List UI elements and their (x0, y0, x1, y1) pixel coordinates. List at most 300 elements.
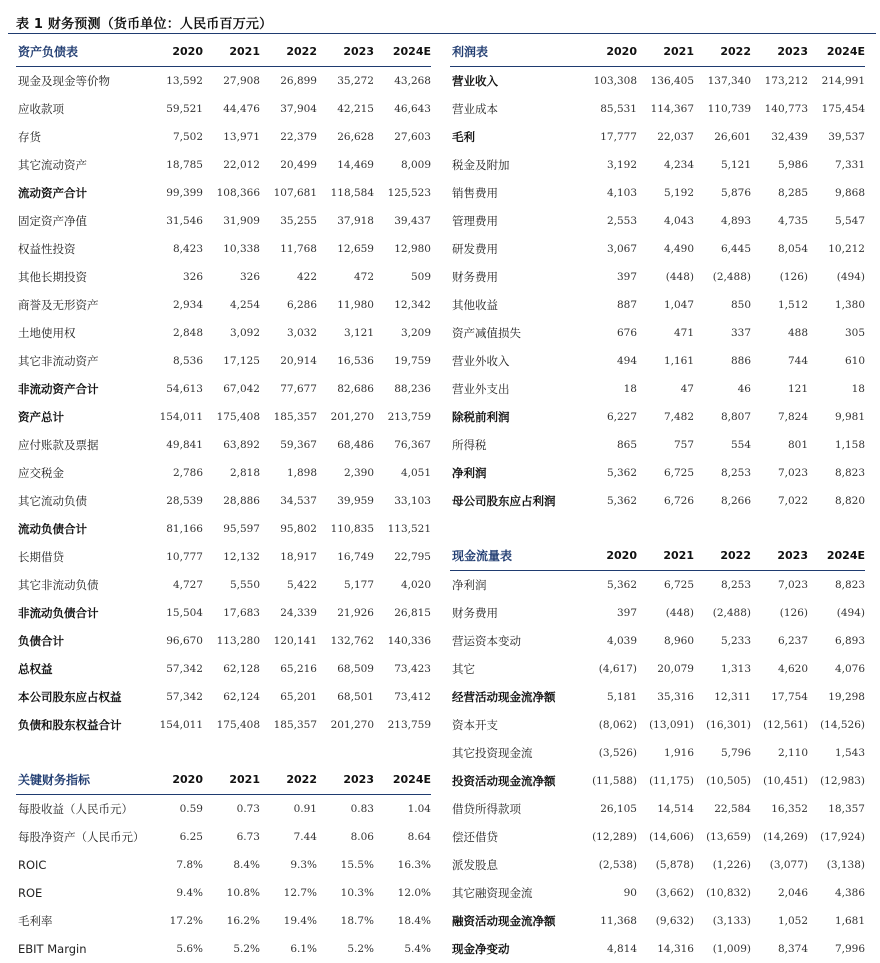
cell-value: 35,272 (337, 75, 374, 87)
table-row (16, 907, 431, 935)
cell-value: (13,659) (706, 831, 751, 843)
cell-value: 8.4% (233, 859, 260, 871)
row-label: 偿还借贷 (452, 830, 498, 844)
cell-value: 20,499 (280, 159, 317, 171)
cash-flow-table (450, 540, 865, 963)
cell-value: (494) (836, 607, 865, 619)
table-row (450, 823, 865, 851)
table-row (16, 319, 431, 347)
table-row (16, 795, 431, 824)
row-label: 其他长期投资 (18, 270, 87, 284)
cell-value: 14,316 (657, 943, 694, 955)
table-row (16, 571, 431, 599)
cell-value: (8,062) (598, 719, 637, 731)
row-label: 其它融资现金流 (452, 886, 533, 900)
cell-value: 19.4% (283, 915, 317, 927)
income-statement-panel (450, 36, 865, 515)
table-row (450, 571, 865, 600)
table-row (16, 235, 431, 263)
cell-value: 175,408 (216, 411, 260, 423)
cell-value: 17,125 (223, 355, 260, 367)
cell-value: 110,739 (707, 103, 751, 115)
table-row (16, 179, 431, 207)
cell-value: 337 (730, 327, 751, 339)
cell-value: (3,077) (769, 859, 808, 871)
cell-value: 610 (844, 355, 865, 367)
row-label: 流动负债合计 (18, 522, 87, 536)
cell-value: 31,546 (166, 215, 203, 227)
row-label: 其他收益 (452, 298, 498, 312)
cell-value: 5,192 (663, 187, 694, 199)
cell-value: 21,926 (337, 607, 374, 619)
row-label: 每股收益（人民币元） (18, 802, 133, 816)
table-row (16, 123, 431, 151)
cell-value: 46,643 (394, 103, 431, 115)
cell-value: 1,898 (286, 467, 317, 479)
cell-value: 46 (737, 383, 751, 395)
cell-value: 6,726 (663, 495, 694, 507)
table-header-row (450, 540, 865, 571)
cell-value: (1,009) (712, 943, 751, 955)
row-label: ROE (18, 886, 43, 900)
row-label: 营运资本变动 (452, 634, 521, 648)
row-label: 毛利 (452, 130, 475, 144)
cell-value: 7,331 (834, 159, 865, 171)
cell-value: 5.2% (347, 943, 374, 955)
cell-value: 4,735 (777, 215, 808, 227)
cell-value: 4,076 (834, 663, 865, 675)
cell-value: 18 (851, 383, 865, 395)
cell-value: 26,815 (394, 607, 431, 619)
cell-value: 62,124 (223, 691, 260, 703)
cell-value: 7,824 (777, 411, 808, 423)
table-row (450, 375, 865, 403)
table-row (16, 627, 431, 655)
cell-value: 8,823 (834, 579, 865, 591)
cell-value: 13,971 (223, 131, 260, 143)
cell-value: 10,338 (223, 243, 260, 255)
table-row (16, 207, 431, 235)
table-row (450, 907, 865, 935)
year-header: 2024E (808, 36, 865, 67)
cell-value: 6.25 (179, 831, 203, 843)
cell-value: (3,526) (598, 747, 637, 759)
cell-value: (11,175) (649, 775, 694, 787)
cell-value: 113,521 (387, 523, 431, 535)
table-row (450, 291, 865, 319)
cell-value: 28,886 (223, 495, 260, 507)
cell-value: 16,536 (337, 355, 374, 367)
row-label: 现金及现金等价物 (18, 74, 110, 88)
cell-value: 5,796 (720, 747, 751, 759)
cell-value: 16.2% (226, 915, 260, 927)
row-label: 负债和股东权益合计 (18, 718, 122, 732)
cell-value: (17,924) (820, 831, 865, 843)
row-label: 资产总计 (18, 410, 64, 424)
cell-value: 326 (182, 271, 203, 283)
cell-value: 4,814 (606, 943, 637, 955)
cell-value: 0.73 (236, 803, 260, 815)
cell-value: 47 (680, 383, 694, 395)
cell-value: 57,342 (166, 691, 203, 703)
table-row (16, 515, 431, 543)
cell-value: 103,308 (593, 75, 637, 87)
cell-value: 2,553 (606, 215, 637, 227)
table-row (16, 403, 431, 431)
row-label: 财务费用 (452, 270, 498, 284)
row-label: 非流动资产合计 (18, 382, 99, 396)
cell-value: 865 (616, 439, 637, 451)
cell-value: 67,042 (223, 383, 260, 395)
cell-value: 118,584 (330, 187, 374, 199)
row-label: 其它非流动负债 (18, 578, 99, 592)
cell-value: 4,620 (777, 663, 808, 675)
cell-value: (10,451) (763, 775, 808, 787)
cell-value: 5,362 (606, 579, 637, 591)
year-header: 2020 (146, 764, 203, 795)
table-row (450, 655, 865, 683)
row-label: 每股净资产（人民币元） (18, 830, 145, 844)
cell-value: 132,762 (330, 635, 374, 647)
table-row (450, 767, 865, 795)
cell-value: 33,103 (394, 495, 431, 507)
cell-value: 1,047 (663, 299, 694, 311)
cell-value: 3,192 (606, 159, 637, 171)
cell-value: 82,686 (337, 383, 374, 395)
row-label: 应付账款及票据 (18, 438, 99, 452)
cell-value: 18,357 (828, 803, 865, 815)
year-header: 2020 (580, 540, 637, 571)
row-label: 长期借贷 (18, 550, 64, 564)
cell-value: 5,177 (343, 579, 374, 591)
cell-value: 7,502 (172, 131, 203, 143)
cell-value: 8,009 (400, 159, 431, 171)
cell-value: 12,659 (337, 243, 374, 255)
year-header: 2021 (637, 540, 694, 571)
cell-value: (11,588) (592, 775, 637, 787)
cell-value: (448) (665, 607, 694, 619)
table-row (450, 487, 865, 515)
row-label: 土地使用权 (18, 326, 76, 340)
key-metrics-panel (16, 764, 431, 963)
cell-value: 26,105 (600, 803, 637, 815)
cell-value: 99,399 (166, 187, 203, 199)
cell-value: 154,011 (159, 719, 203, 731)
cell-value: 10,212 (828, 243, 865, 255)
cell-value: 65,216 (280, 663, 317, 675)
cell-value: 8,807 (720, 411, 751, 423)
table-row (16, 487, 431, 515)
cell-value: 9.4% (176, 887, 203, 899)
section-title: 现金流量表 (450, 540, 580, 571)
cell-value: 4,254 (229, 299, 260, 311)
cell-value: 18 (623, 383, 637, 395)
cell-value: 120,141 (273, 635, 317, 647)
cell-value: 73,423 (394, 663, 431, 675)
table-row (16, 543, 431, 571)
row-label: 投资活动现金流净额 (452, 774, 556, 788)
cell-value: (10,505) (706, 775, 751, 787)
cell-value: (12,289) (592, 831, 637, 843)
cell-value: 5,547 (834, 215, 865, 227)
row-label: ROIC (18, 858, 47, 872)
table-row (16, 431, 431, 459)
row-label: 营业外收入 (452, 354, 510, 368)
cell-value: 35,316 (657, 691, 694, 703)
cell-value: 125,523 (387, 187, 431, 199)
cell-value: 26,899 (280, 75, 317, 87)
cell-value: 5,181 (606, 691, 637, 703)
cell-value: 2,046 (777, 887, 808, 899)
cell-value: 6,445 (720, 243, 751, 255)
cell-value: 22,379 (280, 131, 317, 143)
table-row (450, 459, 865, 487)
row-label: 税金及附加 (452, 158, 510, 172)
cell-value: 18,785 (166, 159, 203, 171)
cell-value: 5,550 (229, 579, 260, 591)
cell-value: 140,336 (387, 635, 431, 647)
cell-value: 10.3% (340, 887, 374, 899)
cell-value: 213,759 (387, 411, 431, 423)
cell-value: 63,892 (223, 439, 260, 451)
cell-value: 2,818 (229, 467, 260, 479)
cell-value: 11,368 (600, 915, 637, 927)
cell-value: 108,366 (216, 187, 260, 199)
row-label: 除税前利润 (452, 410, 510, 424)
cell-value: 17,754 (771, 691, 808, 703)
cell-value: 8,823 (834, 467, 865, 479)
year-header: 2023 (317, 36, 374, 67)
row-label: 商誉及无形资产 (18, 298, 99, 312)
table-row (450, 123, 865, 151)
row-label: 融资活动现金流净额 (452, 914, 556, 928)
cell-value: 5.4% (404, 943, 431, 955)
cell-value: 305 (844, 327, 865, 339)
cell-value: (5,878) (655, 859, 694, 871)
year-header: 2024E (374, 36, 431, 67)
cell-value: 3,032 (286, 327, 317, 339)
cell-value: 28,539 (166, 495, 203, 507)
cell-value: 11,768 (280, 243, 317, 255)
cell-value: 2,848 (172, 327, 203, 339)
cell-value: 15.5% (340, 859, 374, 871)
cell-value: 7,023 (777, 579, 808, 591)
cell-value: 22,012 (223, 159, 260, 171)
cell-value: 6,893 (834, 635, 865, 647)
cell-value: 22,584 (714, 803, 751, 815)
cell-value: 4,727 (172, 579, 203, 591)
row-label: 净利润 (452, 466, 487, 480)
cash-flow-panel (450, 540, 865, 963)
cell-value: 757 (673, 439, 694, 451)
row-label: 流动资产合计 (18, 186, 87, 200)
cell-value: 10.8% (226, 887, 260, 899)
cell-value: 509 (410, 271, 431, 283)
row-label: 营业成本 (452, 102, 498, 116)
table-row (450, 235, 865, 263)
cell-value: 16,749 (337, 551, 374, 563)
cell-value: 472 (353, 271, 374, 283)
table-row (450, 851, 865, 879)
cell-value: 14,514 (657, 803, 694, 815)
cell-value: 9,981 (834, 411, 865, 423)
table-header-row (16, 36, 431, 67)
cell-value: 4,234 (663, 159, 694, 171)
cell-value: (3,138) (826, 859, 865, 871)
table-row (450, 151, 865, 179)
table-row (16, 599, 431, 627)
cell-value: 6,286 (286, 299, 317, 311)
cell-value: 12,342 (394, 299, 431, 311)
cell-value: 107,681 (273, 187, 317, 199)
cell-value: 7.44 (293, 831, 317, 843)
row-label: 本公司股东应占权益 (18, 690, 122, 704)
table-header-row (16, 764, 431, 795)
row-label: 派发股息 (452, 858, 498, 872)
cell-value: 8,054 (777, 243, 808, 255)
cell-value: 3,092 (229, 327, 260, 339)
row-label: 其它 (452, 662, 475, 676)
cell-value: 43,268 (394, 75, 431, 87)
cell-value: 11,980 (337, 299, 374, 311)
cell-value: 22,037 (657, 131, 694, 143)
year-header: 2021 (637, 36, 694, 67)
cell-value: 59,521 (166, 103, 203, 115)
cell-value: (448) (665, 271, 694, 283)
cell-value: 39,959 (337, 495, 374, 507)
cell-value: 8,253 (720, 579, 751, 591)
table-row (16, 711, 431, 739)
cell-value: (12,983) (820, 775, 865, 787)
cell-value: 175,454 (821, 103, 865, 115)
cell-value: 7,996 (834, 943, 865, 955)
cell-value: 201,270 (330, 411, 374, 423)
row-label: 借贷所得款项 (452, 802, 521, 816)
cell-value: 494 (616, 355, 637, 367)
cell-value: (2,488) (712, 607, 751, 619)
table-row (450, 431, 865, 459)
cell-value: 95,802 (280, 523, 317, 535)
row-label: EBIT Margin (18, 942, 87, 956)
cell-value: 113,280 (216, 635, 260, 647)
row-label: 管理费用 (452, 214, 498, 228)
cell-value: 73,412 (394, 691, 431, 703)
table-row (16, 655, 431, 683)
cell-value: 676 (616, 327, 637, 339)
table-row (450, 179, 865, 207)
cell-value: 1,161 (663, 355, 694, 367)
cell-value: 85,531 (600, 103, 637, 115)
cell-value: 850 (730, 299, 751, 311)
cell-value: 7.8% (176, 859, 203, 871)
cell-value: 17,777 (600, 131, 637, 143)
cell-value: 54,613 (166, 383, 203, 395)
year-header: 2022 (260, 36, 317, 67)
cell-value: 22,795 (394, 551, 431, 563)
cell-value: 6.73 (236, 831, 260, 843)
row-label: 研发费用 (452, 242, 498, 256)
cell-value: 397 (616, 271, 637, 283)
year-header: 2023 (751, 36, 808, 67)
cell-value: 2,110 (777, 747, 808, 759)
table-row (450, 739, 865, 767)
cell-value: 8,423 (172, 243, 203, 255)
income-statement-table (450, 36, 865, 515)
cell-value: 471 (673, 327, 694, 339)
cell-value: (126) (779, 271, 808, 283)
cell-value: 19,298 (828, 691, 865, 703)
cell-value: 39,537 (828, 131, 865, 143)
row-label: 应收款项 (18, 102, 64, 116)
cell-value: 213,759 (387, 719, 431, 731)
cell-value: 44,476 (223, 103, 260, 115)
table-row (450, 879, 865, 907)
cell-value: (2,488) (712, 271, 751, 283)
cell-value: 9,868 (834, 187, 865, 199)
row-label: 母公司股东应占利润 (452, 494, 556, 508)
cell-value: 4,490 (663, 243, 694, 255)
cell-value: 8,285 (777, 187, 808, 199)
cell-value: 8,536 (172, 355, 203, 367)
cell-value: 173,212 (764, 75, 808, 87)
cell-value: 136,405 (650, 75, 694, 87)
table-row (450, 263, 865, 291)
cell-value: 0.83 (350, 803, 374, 815)
table-row (450, 599, 865, 627)
cell-value: 18,917 (280, 551, 317, 563)
cell-value: 81,166 (166, 523, 203, 535)
cell-value: 154,011 (159, 411, 203, 423)
cell-value: 57,342 (166, 663, 203, 675)
cell-value: 7,022 (777, 495, 808, 507)
cell-value: 12.7% (283, 887, 317, 899)
year-header: 2020 (146, 36, 203, 67)
cell-value: 4,103 (606, 187, 637, 199)
cell-value: 8,253 (720, 467, 751, 479)
row-label: 应交税金 (18, 466, 64, 480)
row-label: 财务费用 (452, 606, 498, 620)
cell-value: 9.3% (290, 859, 317, 871)
table-row (16, 823, 431, 851)
cell-value: (16,301) (706, 719, 751, 731)
cell-value: (14,269) (763, 831, 808, 843)
table-row (16, 459, 431, 487)
cell-value: 12,311 (714, 691, 751, 703)
table-row (450, 319, 865, 347)
row-label: 现金净变动 (452, 942, 510, 956)
row-label: 经营活动现金流净额 (452, 690, 556, 704)
row-label: 营业收入 (452, 74, 498, 88)
table-row (450, 207, 865, 235)
cell-value: 65,201 (280, 691, 317, 703)
table-row (450, 95, 865, 123)
table-row (450, 935, 865, 963)
cell-value: 1,512 (777, 299, 808, 311)
cell-value: 5,986 (777, 159, 808, 171)
year-header: 2022 (260, 764, 317, 795)
cell-value: 6,725 (663, 467, 694, 479)
cell-value: 4,386 (834, 887, 865, 899)
row-label: 负债合计 (18, 634, 64, 648)
year-header: 2021 (203, 764, 260, 795)
cell-value: 95,597 (223, 523, 260, 535)
cell-value: 7,023 (777, 467, 808, 479)
cell-value: (13,091) (649, 719, 694, 731)
cell-value: 0.59 (179, 803, 203, 815)
year-header: 2020 (580, 36, 637, 67)
cell-value: 744 (787, 355, 808, 367)
cell-value: 185,357 (273, 411, 317, 423)
